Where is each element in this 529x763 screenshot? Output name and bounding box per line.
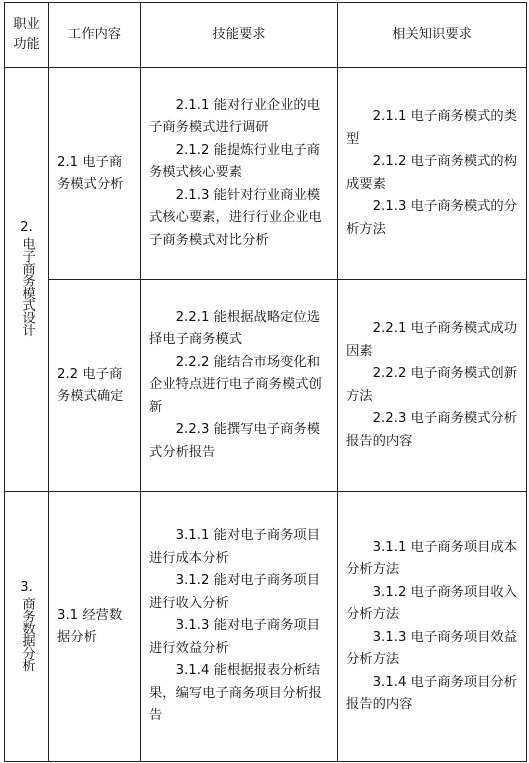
knowledge-item: 3.1.1 电子商务项目成本分析方法 <box>346 539 518 577</box>
knowledge-item: 2.2.1 电子商务模式成功因素 <box>346 321 518 359</box>
function-number: 3. <box>20 579 33 595</box>
skill-item: 3.1.2 能对电子商务项目进行收入分析 <box>149 573 321 611</box>
skill-item: 2.2.1 能根据战略定位选择电子商务模式 <box>149 309 321 348</box>
function-cell <box>5 68 49 492</box>
knowledge-item: 2.1.1 电子商务模式的类型 <box>346 109 518 147</box>
function-number: 2. <box>20 220 33 236</box>
knowledge-cell <box>338 280 527 492</box>
skill-item: 2.2.2 能结合市场变化和企业特点进行电子商务模式创新 <box>149 354 322 415</box>
knowledge-item: 2.1.2 电子商务模式的构成要素 <box>346 154 518 192</box>
header-knowledge-requirements: 相关知识要求 <box>338 3 527 68</box>
skills-cell <box>141 68 338 280</box>
function-name: 电子商务模式设计 <box>19 237 35 336</box>
function-name: 商务数据分析 <box>19 596 35 671</box>
knowledge-item: 3.1.4 电子商务项目分析报告的内容 <box>346 674 518 712</box>
skill-item: 3.1.1 能对电子商务项目进行成本分析 <box>149 528 321 566</box>
knowledge-cell <box>338 492 527 762</box>
function-cell <box>5 492 49 762</box>
skills-cell <box>141 280 338 492</box>
header-skill-requirements: 技能要求 <box>141 3 338 68</box>
table-row <box>5 492 527 762</box>
skill-item: 2.2.3 能撰写电子商务模式分析报告 <box>149 422 321 460</box>
header-work-content: 工作内容 <box>49 3 141 68</box>
skill-item: 2.1.1 能对行业企业的电子商务模式进行调研 <box>149 97 321 136</box>
skill-item: 3.1.3 能对电子商务项目进行效益分析 <box>149 618 321 656</box>
work-content-cell: 2.2 电子商务模式确定 <box>49 280 141 492</box>
knowledge-item: 2.2.2 电子商务模式创新方法 <box>346 366 518 404</box>
skill-item: 2.1.2 能提炼行业电子商务模式核心要素 <box>149 142 321 181</box>
knowledge-item: 2.1.3 电子商务模式的分析方法 <box>346 199 518 237</box>
competency-table <box>4 2 527 762</box>
table-row <box>5 280 527 492</box>
knowledge-item: 2.2.3 电子商务模式分析报告的内容 <box>346 411 518 449</box>
header-row <box>5 3 527 68</box>
work-content-cell: 3.1 经营数据分析 <box>49 492 141 762</box>
knowledge-cell <box>338 68 527 280</box>
work-content-cell: 2.1 电子商务模式分析 <box>49 68 141 280</box>
header-function: 职业功能 <box>5 3 49 68</box>
skill-item: 2.1.3 能针对行业商业模式核心要素，进行行业企业电子商务模式对比分析 <box>149 187 322 248</box>
knowledge-item: 3.1.2 电子商务项目收入分析方法 <box>346 584 518 622</box>
skill-item: 3.1.4 能根据报表分析结果，编写电子商务项目分析报告 <box>149 663 322 724</box>
table-row <box>5 68 527 280</box>
knowledge-item: 3.1.3 电子商务项目效益分析方法 <box>346 629 518 667</box>
skills-cell <box>141 492 338 762</box>
